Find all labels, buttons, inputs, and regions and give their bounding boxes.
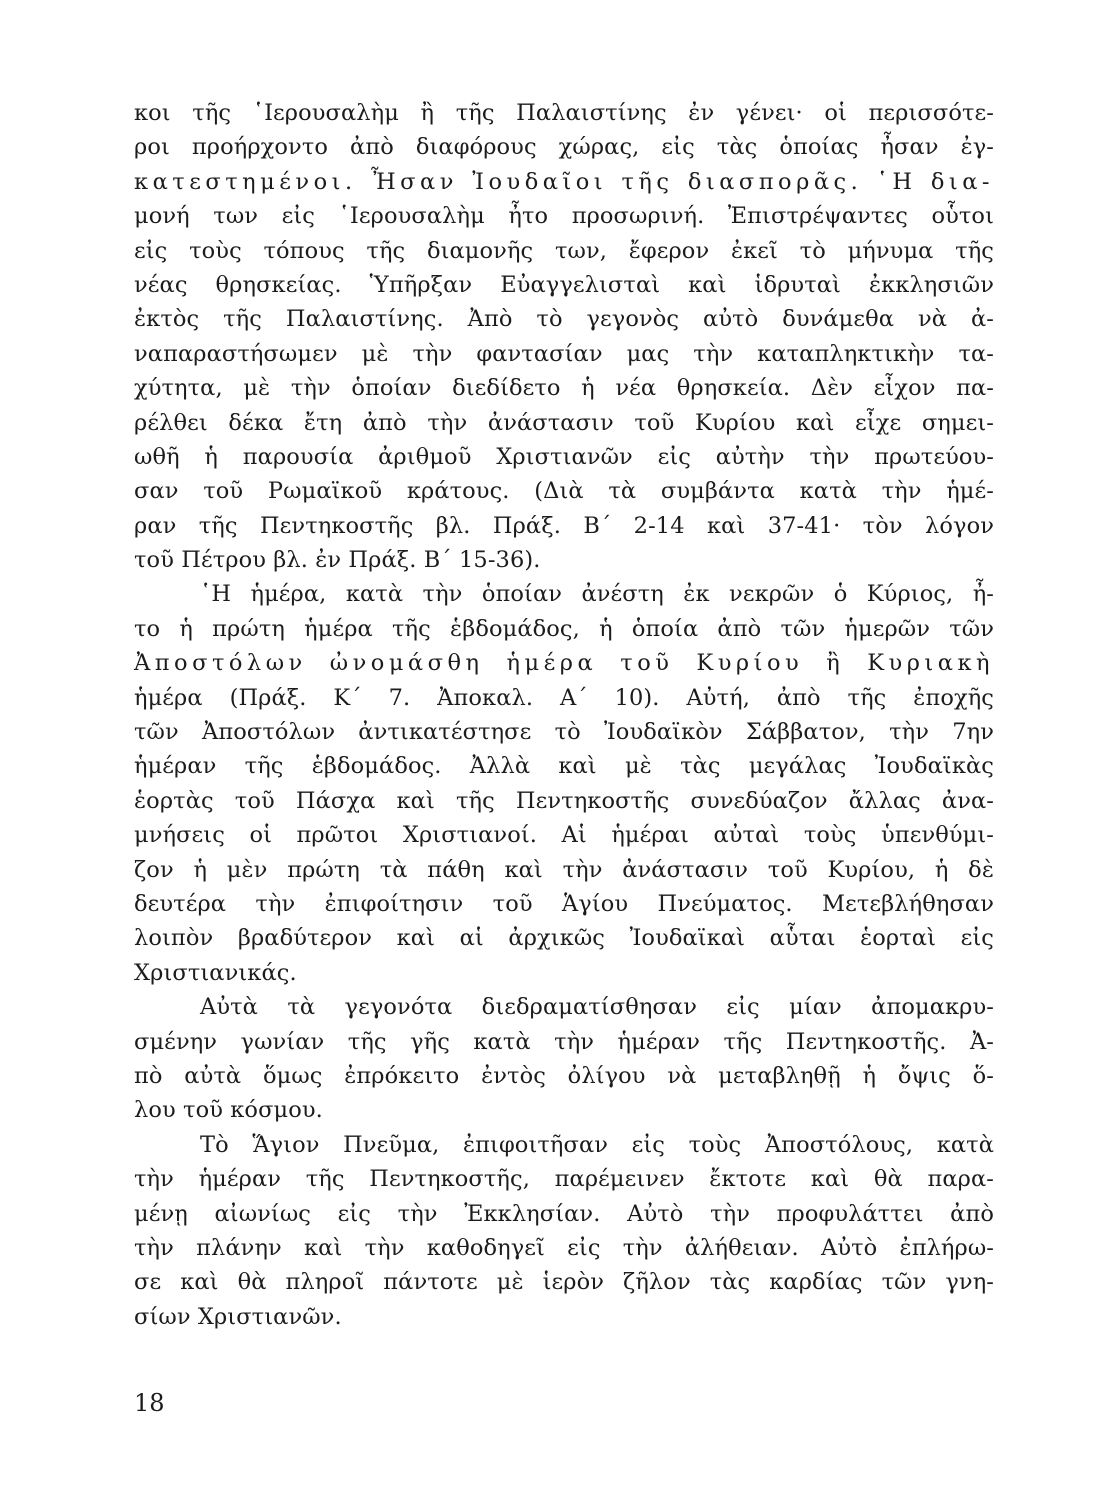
- text-line: δευτέρα τὴν ἐπιφοίτησιν τοῦ Ἁγίου Πνεύματος. Μετεβλήθησαν: [134, 890, 994, 917]
- text-line: μένῃ αἰωνίως εἰς τὴν Ἐκκλησίαν. Αὐτὸ τὴν προφυλάττει ἀπὸ: [134, 1200, 994, 1227]
- text-line: τῶν Ἀποστόλων ἀντικατέστησε τὸ Ἰουδαϊκὸν Σάββατον, τὴν 7ην: [134, 719, 994, 746]
- text-line: νέας θρησκείας. Ὑπῆρξαν Εὐαγγελισταὶ καὶ ἱδρυταὶ ἐκκλησιῶν: [134, 271, 994, 298]
- text-line: ροι προήρχοντο ἀπὸ διαφόρους χώρας, εἰς τὰς ὁποίας ἦσαν ἐγ-: [134, 134, 994, 161]
- text-line: σαν τοῦ Ρωμαϊκοῦ κράτους. (Διὰ τὰ συμβάντα κατὰ τὴν ἡμέ-: [134, 478, 994, 505]
- text-line: ἡμέραν τῆς ἑβδομάδος. Ἀλλὰ καὶ μὲ τὰς μεγάλας Ἰουδαϊκὰς: [134, 753, 994, 780]
- text-line: ἡμέρα (Πράξ. Κ΄ 7. Ἀποκαλ. Α΄ 10). Αὐτή, ἀπὸ τῆς ἐποχῆς: [134, 684, 994, 711]
- text-line: κατεστημένοι. Ἦσαν Ἰουδαῖοι τῆς διασπορᾶς. ῾Η δια-: [134, 168, 994, 195]
- paragraph-start: Αὐτὰ τὰ γεγονότα διεδραματίσθησαν εἰς μίαν ἀπομακρυ-: [200, 994, 994, 1021]
- body-text: [134, 96, 994, 1334]
- page-number: 18: [134, 1389, 165, 1417]
- text-line: τοῦ Πέτρου βλ. ἐν Πράξ. Β΄ 15-36).: [134, 547, 541, 574]
- text-line: ναπαραστήσωμεν μὲ τὴν φαντασίαν μας τὴν καταπληκτικὴν τα-: [134, 340, 994, 367]
- text-line: το ἡ πρώτη ἡμέρα τῆς ἑβδομάδος, ἡ ὁποία ἀπὸ τῶν ἡμερῶν τῶν: [134, 615, 994, 642]
- text-line: σε καὶ θὰ πληροῖ πάντοτε μὲ ἱερὸν ζῆλον τὰς καρδίας τῶν γνη-: [134, 1269, 994, 1296]
- text-line: ραν τῆς Πεντηκοστῆς βλ. Πράξ. Β΄ 2-14 καὶ 37-41· τὸν λόγον: [134, 512, 994, 539]
- text-line: κοι τῆς ῾Ιερουσαλὴμ ἢ τῆς Παλαιστίνης ἐν γένει· οἱ περισσότε-: [134, 100, 994, 126]
- text-line: τὴν ἡμέραν τῆς Πεντηκοστῆς, παρέμεινεν ἔκτοτε καὶ θὰ παρα-: [134, 1166, 994, 1193]
- text-line: πὸ αὐτὰ ὅμως ἐπρόκειτο ἐντὸς ὀλίγου νὰ μεταβληθῇ ἡ ὄψις ὅ-: [134, 1062, 994, 1089]
- text-line: ζον ἡ μὲν πρώτη τὰ πάθη καὶ τὴν ἀνάστασιν τοῦ Κυρίου, ἡ δὲ: [134, 856, 994, 883]
- text-line: χύτητα, μὲ τὴν ὁποίαν διεδίδετο ἡ νέα θρησκεία. Δὲν εἶχον πα-: [134, 375, 994, 402]
- paragraph-start: ῾Η ἡμέρα, κατὰ τὴν ὁποίαν ἀνέστη ἐκ νεκρῶν ὁ Κύριος, ἦ-: [200, 581, 994, 608]
- text-line: Χριστιανικάς.: [134, 959, 297, 986]
- paragraph-start: Τὸ Ἅγιον Πνεῦμα, ἐπιφοιτῆσαν εἰς τοὺς Ἀποστόλους, κατὰ: [200, 1131, 994, 1158]
- text-line: εἰς τοὺς τόπους τῆς διαμονῆς των, ἔφερον ἐκεῖ τὸ μήνυμα τῆς: [134, 237, 994, 264]
- text-line: σίων Χριστιανῶν.: [134, 1303, 342, 1330]
- text-line: Ἀποστόλων ὠνομάσθη ἡμέρα τοῦ Κυρίου ἢ Κυριακὴ: [134, 650, 994, 677]
- text-line: λοιπὸν βραδύτερον καὶ αἱ ἀρχικῶς Ἰουδαϊκαὶ αὗται ἑορταὶ εἰς: [134, 925, 994, 952]
- text-line: μνήσεις οἱ πρῶτοι Χριστιανοί. Αἱ ἡμέραι αὐταὶ τοὺς ὑπενθύμι-: [134, 822, 994, 849]
- text-line: ἐκτὸς τῆς Παλαιστίνης. Ἀπὸ τὸ γεγονὸς αὐτὸ δυνάμεθα νὰ ἀ-: [134, 306, 994, 333]
- text-line: ωθῆ ἡ παρουσία ἀριθμοῦ Χριστιανῶν εἰς αὐτὴν τὴν πρωτεύου-: [134, 443, 994, 470]
- text-line: ρέλθει δέκα ἔτη ἀπὸ τὴν ἀνάστασιν τοῦ Κυρίου καὶ εἶχε σημει-: [134, 409, 994, 436]
- text-line: λου τοῦ κόσμου.: [134, 1097, 323, 1124]
- text-line: σμένην γωνίαν τῆς γῆς κατὰ τὴν ἡμέραν τῆς Πεντηκοστῆς. Ἀ-: [134, 1028, 994, 1055]
- text-line: μονή των εἰς ῾Ιερουσαλὴμ ἦτο προσωρινή. Ἐπιστρέψαντες οὗτοι: [134, 203, 994, 230]
- text-line: ἑορτὰς τοῦ Πάσχα καὶ τῆς Πεντηκοστῆς συνεδύαζον ἄλλας ἀνα-: [134, 787, 994, 814]
- text-line: τὴν πλάνην καὶ τὴν καθοδηγεῖ εἰς τὴν ἀλήθειαν. Αὐτὸ ἐπλήρω-: [134, 1234, 994, 1261]
